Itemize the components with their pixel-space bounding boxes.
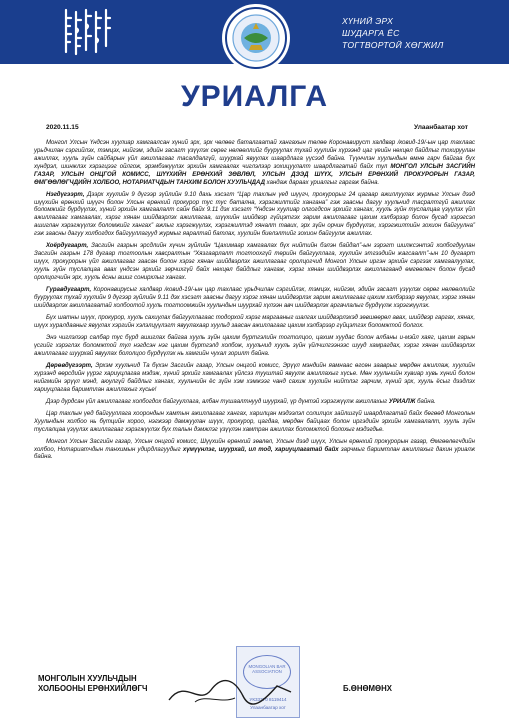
paragraph-first — [34, 192, 475, 239]
paragraph-appeal — [34, 399, 475, 407]
signatory-title-line1: МОНГОЛЫН ХУУЛЬЧДЫН — [38, 674, 137, 683]
paragraph-third — [34, 287, 475, 311]
paragraph-final — [34, 439, 475, 463]
stamp-code: УК33370 8119414 — [249, 697, 287, 702]
paragraph-courts: Бүх шатны шүүх, прокурор, хууль сахиулах байгууллагаас тодорхой хэрэг маргааныг шалгах шийдвэрлэхэд зөвшөөрөл авах, шийдвэр гаргах, хянах, шүүх хуралдааныг явуулах хэргийн хэлэлцүүлэгт явуулахаар хуульд заасан ажиллагааг цахим хэлбэрээр гүйцэтгэх боломжтой болгох. — [34, 314, 475, 329]
paragraph-intro — [34, 140, 475, 187]
bar-association-emblem — [224, 6, 288, 70]
intro-closing: хандаж дараах уриалгыг гаргаж байна. — [264, 179, 380, 186]
document-title: УРИАЛГА — [180, 80, 329, 113]
paragraph-fourth — [34, 363, 475, 395]
signatory-title — [38, 674, 147, 693]
slogan-line-2: ШУДАРГА ЁС — [342, 28, 400, 38]
mongolian-script-logo — [58, 6, 114, 58]
third-lead: Гуравдугаарт, — [46, 286, 92, 293]
handwritten-signature — [165, 672, 295, 710]
first-text: Дээрх хуулийн 9 дүгээр зүйлийн 9.10 дахь хэсэгт “Цар тахлын үед шүүгч, прокурорыг 24 цагаар ажиллуулах журмыг Улсын дээд шүүхийн ерөнхий шүүгч болон Улсын ерөнхий прокурор тус тус батална, хэрэгжилтийг хангана” гэж заасны дагуу хуульчид тасралтгүй ажиллах боломжийг бүрдүүлэх, хүний эрхийн хамгаалалт сайн байх 9.11 дэх хэсэгт “Үндсэн хуулиар олгогдсон эрхийг хангах, хууль зүйн туслалцаа үзүүлэх үйл ажиллагааг хамгаалах, хэрэг хянан шийдвэрлэх ажиллагаа, шүүхийн шийдвэр гүйцэтгэх зарим ажиллагааг цахим хэлбэрээр болон бусад хэрэгсэл ашиглан хэрэгжүүлэх боломжийг хангах” ажлыг хэрэгжүүлэх, хэрэгжилтэд хяналт тавих, эрх зүйн орчин бүрдүүлэх, хэрэгжилтийн зохион байгуулна” гэж заасны дагуу холбогдох байгууллагууд журмыг яаралтай батлах, хуулийн биелэлтийг зохион байгуулж ажиллах. — [34, 191, 475, 238]
stamp-city: Улаанбаатар хот — [250, 705, 286, 710]
appeal-closing: байна. — [415, 398, 436, 405]
signatory-name: Б.ӨНӨМӨНХ — [343, 684, 392, 693]
appeal-text: Дээр дурдсан үйл ажиллагааг холбогдох байгууллага, албан тушаалтнууд шуурхай, үр дүнтэй хэрэгжүүлж ажиллахыг — [46, 398, 389, 405]
paragraph-digital: Энэ чиглэлээр салбар тус бүрд ашиглах байгаа хууль зүйн цахим бүртгэлийн тогтолцоо, цахим хуудас болон албаны и-мэйл хаяг, цахим гарын үсгийг хэрэглэх боломжтой тул нэгдсэн нэг цахим бүртгэлд холбож, хуульчид хууль зүйн үйлчилгээнээс шууд хамрагдах, хэрэг хянан шийдвэрлэх ажиллагааг шуурхай явуулах бололцоо бүрдүүлэх нь хамгийн чухал зорилт байна. — [34, 334, 475, 357]
intro-text: Монгол Улсын Үндсэн хуулиар хамгаалсан хүний эрх, эрх чөлөөг баталгаатай хангахын төлөө Коронавируст халдвар /ковид-19/-ын цар тахлаас урьдчилан сэргийлэх, тэмцэх, нийгэм, эдийн засагт үзүүлэх сөрөг нөлөөллийг бууруулах тухай хуулийн хүрээнд цаг үеийн нөхцөл байдлыг тохируулан ажиллах, хууль зүйн сайбарын үйл ажиллагааг тасалдалгүй, шуурхай явуулах шаардлага үүсээд байна. Түүнчлэн хуульчдын өмнө гарч байгаа бүх хүндрэл, шинжлэх хэрэгцээг ойлгож, эрэмбэжүүлэх эрхийн хамгаалах чиглэлээр зохицуулалт шаардлагатай байх тул — [34, 140, 475, 170]
second-lead: Хоёрдугаарт, — [46, 243, 89, 250]
signatory-title-line2: ХОЛБООНЫ ЕРӨНХИЙЛӨГЧ — [38, 683, 148, 693]
final-principles: хүмүүнлэг, шуурхай, ил тод, хариуцлагатай байх — [182, 446, 339, 453]
stamp-org: MONGOLIAN BAR ASSOCIATION — [243, 655, 291, 689]
slogan-line-3: ТОГТВОРТОЙ ХӨГЖИЛ — [342, 40, 444, 50]
fourth-lead: Дөрөвдүгээрт, — [46, 362, 93, 369]
first-lead: Нэгдүгээрт, — [46, 191, 85, 198]
fourth-text: Эрхэм хуульчид Та бүхэн Засгийн газар, Улсын онцгой комисс, Эрүүл мэндийн яамнаас өгсөн зааврыг мөрдөн ажиллаж, хуулийн хүрээнд өөрсдийн үүрэг хариуцлагаа мэдэж, хүний эрхийг хамгаалах үйлсээ тууштай явуулж ажиллахыг хүсье. Мөн хуульчийн хувиар хувь хүний болон нийгмийн эрүүл мэнд, аюулгүй байдлыг хангах, хуульчийн ёс зүйн хэм хэмжээг чанд сахиж хуулийн нийтлэг зарчим, хүний эрх, хууль ёсыг дээдлэх хариуцлагаа баримтлан ажиллахыг хүсье! — [34, 362, 475, 393]
slogan-line-1: ХҮНИЙ ЭРХ — [342, 16, 394, 26]
final-closing: зарчмыг баримтлан ажиллахыг дахин уриалж байна. — [34, 446, 476, 461]
paragraph-second — [34, 243, 475, 283]
second-text: Засгийн газрын эрсдлийн хүчин зүйлийн “Цахимаар хамгаалах бүх нийтийн бэлэн байдал”-ын зэрэгт шилжсэнтэй холбогдуулан Засгийн газрын 178 дугаар тогтоолын хавсралтын “Хязгаарлалт тогтоохгүй төрийн байгууллага, хуулийн этгээдийн жагсаалт”-ын 10 дугаарт шүүх, прокурорын үйл ажиллагааг заасан болон хэрэг хянан шийдвэрлэх ажиллагааг оролцогчид Монгол Улсын иргэн эрхийн сэргээх хамгаалуулах, хууль зүйн туслалцаа авах үндсэн эрхийг зөрчихгүй байх нөхцөл байдлыг хангаж, хэрэг хянан шийдвэрлэх ажиллагаанд өмгөөлөгч болон бусад оролцогчийн эрх, хууль ёсны ашиг сонирхлыг хангах. — [34, 243, 475, 281]
final-text: Монгол Улсын Засгийн газар, Улсын онцгой комисс, Шүүхийн ерөнхий зөвлөл, Улсын дээд шүүх, Улсын ерөнхий прокурорын газар, Өмгөөлөгчдийн холбоо, Нотариатчдын танхимын удирдлагуудыг — [34, 438, 475, 453]
document-date: 2020.11.15 — [46, 124, 79, 131]
appeal-keyword: УРИАЛЖ — [388, 398, 416, 405]
paragraph-cooperation: Цар тахлын үед байгууллага хоорондын хамтын ажиллагааг хангах, харилцан мэдээлэл солилцох зайлшгүй шаардлагатай байх бөгөөд Монголын Хуульчдын холбоо нь бүтцийн хороо, нэгжээр дамжуулан шүүх, прокурор, цагдаа, мөрдөн байцаах болон иргэдийн эрхийн хамгаалалт, хууль зүйн туслалцаа үзүүлэх ажиллагааг хэрэгжүүлэх бүх талын дэмжлэг үзүүлэн хамтран ажиллах боломжтой болохыг мэдэгдье. — [34, 410, 475, 433]
document-place: Улаанбаатар хот — [414, 124, 468, 131]
header-slogan — [342, 15, 502, 51]
intro-addressees: МОНГОЛ УЛСЫН ЗАСГИЙН ГАЗАР, УЛСЫН ОНЦГОЙ КОМИСС, ШҮҮХИЙН ЕРӨНХИЙ ЗӨВЛӨЛ, УЛСЫН ДЭЭД ШҮҮХ, УЛСЫН ЕРӨНХИЙ ПРОКУРОРЫН ГАЗАР, ӨМГӨӨЛӨГЧДИЙН ХОЛБОО, НОТАРИАТЧДЫН ТАНХИМ БОЛОН ХУУЛЬЧДАД — [34, 163, 475, 186]
third-text: Коронавирусыг халдвар /ковид-19/-ын цар тахлаас урьдчилан сэргийлэх, тэмцэх, нийгэм, эдийн засагт үзүүлэх сөрөг нөлөөллийг бууруулах тухай хуулийн 9 дүгээр зүйлийн 9.11 дэх хэсэгт заасны дагуу хэрэг хянан шийдвэрлэх зарим ажиллагааг цахим хэлбэрээр явуулах, хэрэг хянан шийдвэрлэх ажиллагаатай холбоотой хууль тогтоомжийн хуульчдын шуурхай хүлээн авч шийдвэрлэх аргачлалыг бүрдүүлж хэрэгжүүлэх. — [34, 286, 475, 309]
document-body — [34, 140, 475, 467]
header-banner — [0, 0, 509, 64]
